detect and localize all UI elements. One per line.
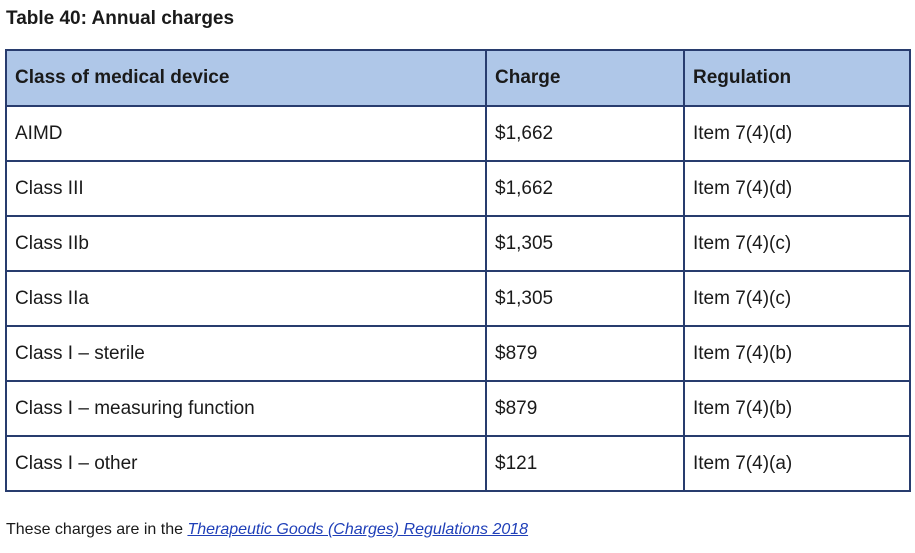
- charge-cell: $879: [486, 381, 684, 436]
- table-row: [6, 436, 910, 491]
- charge-cell: $879: [486, 326, 684, 381]
- device-class-cell: AIMD: [6, 106, 486, 161]
- charge-cell: $1,305: [486, 216, 684, 271]
- table-row: [6, 326, 910, 381]
- regulation-cell: Item 7(4)(b): [684, 381, 910, 436]
- column-header-device-class: Class of medical device: [6, 50, 486, 106]
- charge-cell: $1,305: [486, 271, 684, 326]
- table-row: [6, 271, 910, 326]
- column-header-charge: Charge: [486, 50, 684, 106]
- charge-cell: $1,662: [486, 106, 684, 161]
- device-class-cell: Class I – measuring function: [6, 381, 486, 436]
- charge-cell: $121: [486, 436, 684, 491]
- charge-cell: $1,662: [486, 161, 684, 216]
- regulation-cell: Item 7(4)(a): [684, 436, 910, 491]
- table-row: [6, 216, 910, 271]
- table-caption: Table 40: Annual charges: [6, 8, 235, 29]
- device-class-cell: Class IIb: [6, 216, 486, 271]
- regulation-cell: Item 7(4)(d): [684, 161, 910, 216]
- device-class-cell: Class IIa: [6, 271, 486, 326]
- device-class-cell: Class I – sterile: [6, 326, 486, 381]
- regulation-cell: Item 7(4)(b): [684, 326, 910, 381]
- regulation-cell: Item 7(4)(c): [684, 271, 910, 326]
- column-header-regulation: Regulation: [684, 50, 910, 106]
- footnote-text: These charges are in the: [6, 521, 188, 538]
- table-row: [6, 161, 910, 216]
- regulation-cell: Item 7(4)(c): [684, 216, 910, 271]
- device-class-cell: Class I – other: [6, 436, 486, 491]
- annual-charges-table: [5, 49, 911, 492]
- regulation-cell: Item 7(4)(d): [684, 106, 910, 161]
- table-row: [6, 106, 910, 161]
- table-row: [6, 381, 910, 436]
- footnote: [6, 521, 528, 539]
- table-header-row: [6, 50, 910, 106]
- device-class-cell: Class III: [6, 161, 486, 216]
- regulations-link[interactable]: Therapeutic Goods (Charges) Regulations 2018: [187, 521, 529, 538]
